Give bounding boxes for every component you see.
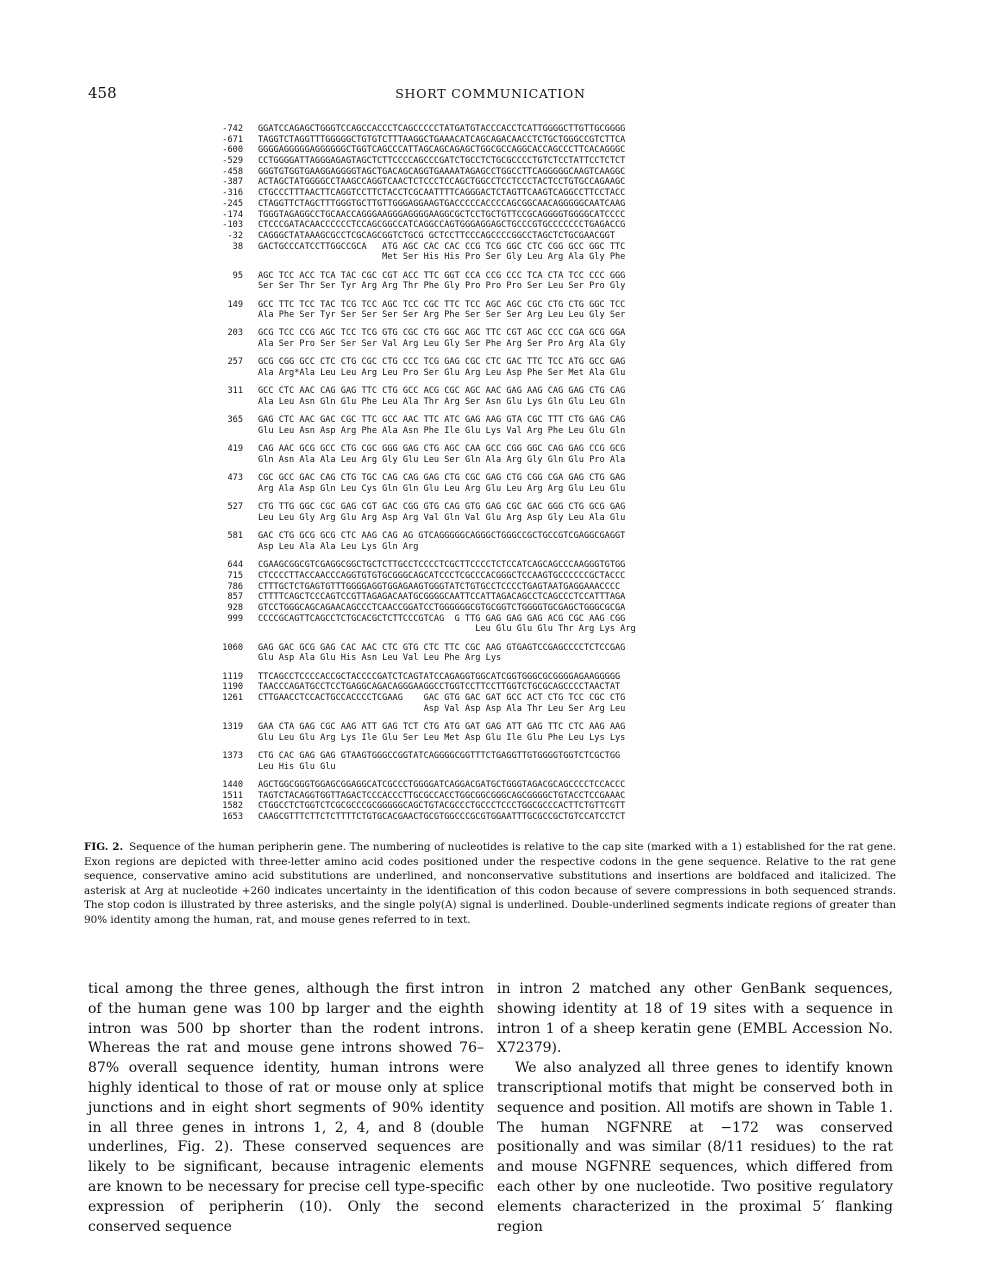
nucleotide-number: 1190 <box>222 682 243 693</box>
nucleotide-number: -32 <box>227 230 243 241</box>
page-number: 458 <box>88 84 117 102</box>
sequence-row <box>208 801 778 812</box>
nucleotide-sequence: GAC CTG GCG GCG CTC AAG CAG AG GTCAGGGGGCAGGGCTGGGCCGCTGCCGTCGAGGCGAGGT <box>258 531 626 542</box>
nucleotide-sequence: AGCTGGCGGGTGGAGCGGAGGCATCGCCCTGGGGATCAGGACGATGCTGGGTAGACGCAGCCCCTCCACCC <box>258 779 626 790</box>
nucleotide-number: 644 <box>227 560 243 571</box>
nucleotide-number: -600 <box>222 145 243 156</box>
sequence-row <box>208 199 778 210</box>
amino-acid-row <box>208 426 778 437</box>
nucleotide-number: 203 <box>227 328 243 339</box>
nucleotide-number: 1511 <box>222 790 243 801</box>
nucleotide-sequence: CTGGCCTCTGGTCTCGCGCCCGCGGGGGCAGCTGTACGCCCTGCCCTCCCTGGCGCCCACTTCTGTTCGTT <box>258 801 626 812</box>
sequence-figure <box>208 124 778 823</box>
nucleotide-sequence: CTCCCCTTACCAACCCAGGTGTGTGCGGGCAGCATCCCTCGCCCACGGGCTCCAAGTGCCCCCCGCTACCC <box>258 570 626 581</box>
nucleotide-sequence: GCC TTC TCC TAC TCG TCC AGC TCC CGC TTC TCC AGC AGC CGC CTG CTG GGC TCC <box>258 299 626 310</box>
amino-acid-row <box>208 762 778 773</box>
amino-acid-codes: Ala Leu Asn Gln Glu Phe Leu Ala Thr Arg Ser Asn Glu Lys Gln Glu Leu Gln <box>258 397 626 408</box>
amino-acid-row <box>208 310 778 321</box>
nucleotide-sequence: GCC CTC AAC CAG GAG TTC CTG GCC ACG CGC AGC AAC GAG AAG CAG GAG CTG CAG <box>258 386 626 397</box>
sequence-row <box>208 682 778 693</box>
nucleotide-number: 419 <box>227 444 243 455</box>
nucleotide-number: 527 <box>227 502 243 513</box>
amino-acid-codes: Glu Leu Glu Arg Lys Ile Glu Ser Leu Met Asp Glu Ile Glu Phe Leu Lys Lys <box>258 732 626 743</box>
amino-acid-codes: Arg Ala Asp Gln Leu Cys Gln Gln Glu Leu Arg Glu Leu Arg Arg Glu Leu Glu <box>258 484 626 494</box>
sequence-row <box>208 156 778 167</box>
sequence-row <box>208 722 778 733</box>
sequence-row <box>208 751 778 762</box>
amino-acid-codes: Leu Leu Gly Arg Glu Arg Asp Arg Val Gln Val Glu Arg Asp Gly Leu Ala Glu <box>258 512 626 523</box>
nucleotide-number: 999 <box>227 613 243 624</box>
nucleotide-number: 311 <box>227 386 243 397</box>
nucleotide-number: 365 <box>227 415 243 426</box>
amino-acid-codes: Ala Arg*Ala Leu Leu Arg Leu Pro Ser Glu Arg Leu Asp Phe Ser Met Ala Glu <box>258 368 626 379</box>
nucleotide-sequence: CCTGGGGATTAGGGAGAGTAGCTCTTCCCCAGCCCGATCTGCCTCTGCGCCCCTGTCTCCTATTCCTCTCT <box>258 156 626 167</box>
sequence-row <box>208 531 778 542</box>
sequence-row <box>208 328 778 339</box>
nucleotide-number: -742 <box>222 124 243 134</box>
sequence-row <box>208 812 778 823</box>
nucleotide-sequence: GAA CTA GAG CGC AAG ATT GAG TCT CTG ATG GAT GAG ATT GAG TTC CTC AAG AAG <box>258 721 626 732</box>
sequence-row <box>208 592 778 603</box>
nucleotide-sequence: TAGGTCTAGGTTTGGGGGCTGTGTCTTTAAGGCTGAAACATCAGCAGACAACCTCTGCTGGGCCGTCTTCA <box>258 134 626 145</box>
nucleotide-sequence: CCCCGCAGTTCAGCCTCTGCACGCTCTTCCCGTCAG G TTG GAG GAG GAG ACG CGC AAG CGG <box>258 613 626 624</box>
sequence-row <box>208 473 778 484</box>
sequence-row <box>208 145 778 156</box>
amino-acid-row <box>208 484 778 495</box>
sequence-row <box>208 502 778 513</box>
nucleotide-number: 786 <box>227 581 243 592</box>
nucleotide-number: 1440 <box>222 779 243 790</box>
nucleotide-number: 928 <box>227 602 243 613</box>
amino-acid-row <box>208 513 778 524</box>
sequence-row <box>208 357 778 368</box>
amino-acid-row <box>208 397 778 408</box>
amino-acid-row <box>208 733 778 744</box>
nucleotide-sequence: CTGCCCTTTAACTTCAGGTCCTTCTACCTCGCAATTTTCAGGGACTCTAGTTCAAGTCAGGCCTTCCTACC <box>258 188 626 199</box>
nucleotide-sequence: CTTGAACCTCCACTGCCACCCCTCGAAG GAC GTG GAC GAT GCC ACT CTG TCC CGC CTG <box>258 692 626 703</box>
nucleotide-sequence: ACTAGCTATGGGGCCTAAGCCAGGTCAACTCTCCCTCCAGCTGGCCTCCTCCCTACTCCTGTGCCAGAAGC <box>258 177 626 188</box>
nucleotide-sequence: TTCAGCCTCCCCACCGCTACCCCGATCTCAGTATCCAGAGGTGGCATCGGTGGGCGCGGGGAGAAGGGGG <box>258 671 621 682</box>
amino-acid-row <box>208 368 778 379</box>
nucleotide-sequence: CTCCCGATACAACCCCCCTCCAGCGGCCATCAGGCCAGTGGGAGGAGCTGCCCGTGCCCCCCCTGAGACCG <box>258 220 626 231</box>
sequence-row <box>208 300 778 311</box>
nucleotide-number: -458 <box>222 166 243 177</box>
nucleotide-number: 473 <box>227 473 243 484</box>
nucleotide-number: 1373 <box>222 750 243 761</box>
sequence-row <box>208 124 778 135</box>
sequence-row <box>208 643 778 654</box>
sequence-row <box>208 271 778 282</box>
nucleotide-sequence: GGGGAGGGGGAGGGGGGCTGGTCAGCCCATTAGCAGCAGAGCTGGCGCCAGGCACCAGCCCTTCACAGGGC <box>258 145 626 156</box>
nucleotide-number: 1582 <box>222 801 243 812</box>
amino-acid-row <box>208 252 778 263</box>
nucleotide-number: 715 <box>227 570 243 581</box>
body-right-column <box>497 980 893 1237</box>
sequence-row <box>208 231 778 242</box>
nucleotide-number: -174 <box>222 209 243 220</box>
sequence-row <box>208 672 778 683</box>
nucleotide-number: -387 <box>222 177 243 188</box>
sequence-row <box>208 780 778 791</box>
nucleotide-sequence: GCG CGG GCC CTC CTG CGC CTG CCC TCG GAG CGC CTC GAC TTC TCC ATG GCC GAG <box>258 357 626 368</box>
nucleotide-sequence: GACTGCCCATCCTTGGCCGCA ATG AGC CAC CAC CCG TCG GGC CTC CGG GCC GGC TTC <box>258 241 626 252</box>
nucleotide-sequence: TAGTCTACAGGTGGTTAGACTCCCACCCTTGCGCCACCTGGCGGCGGGCAGCGGGGCTGTACCTCCGAAAC <box>258 790 626 801</box>
body-paragraph: We also analyzed all three genes to identify known transcriptional motifs that might be conserved both in sequence and position. All motifs are shown in Table 1. The human NGFNRE at −172 was conserved positionally and was similar (8/11 residues) to the rat and mouse NGFNRE sequences, which differed from each other by one nucleotide. Two positive regulatory elements characterized in the proximal 5′ flanking region <box>497 1060 893 1235</box>
amino-acid-row <box>208 704 778 715</box>
sequence-row <box>208 791 778 802</box>
amino-acid-codes: Leu Glu Glu Glu Thr Arg Lys Arg <box>258 624 636 635</box>
amino-acid-codes: Glu Leu Asn Asp Arg Phe Ala Asn Phe Ile Glu Lys Val Arg Phe Leu Glu Gln <box>258 426 626 437</box>
nucleotide-sequence: GGATCCAGAGCTGGGTCCAGCCACCCTCAGCCCCCTATGATGTACCCACCTCATTGGGGCTTGTTGCGGGG <box>258 124 626 134</box>
nucleotide-sequence: GGGTGTGGTGAAGGAGGGGTAGCTGACAGCAGGTGAAAATAGAGCCTGGCCTTCAGGGGGCAAGTCAAGGC <box>258 166 626 177</box>
amino-acid-row <box>208 542 778 553</box>
sequence-row <box>208 220 778 231</box>
sequence-row <box>208 210 778 221</box>
caption-text: Sequence of the human peripherin gene. The numbering of nucleotides is relative to the cap site (marked with a 1) established for the rat gene. Exon regions are depicted with three-letter amino acid codes positioned under the respective codons in the gene sequence. Relative to the rat gene sequence, conservative amino acid substitutions are underlined, and nonconservative substitutions and insertions are boldfaced and italicized. The asterisk at Arg at nucleotide +260 indicates uncertainty in the identification of this codon because of severe compressions in both sequenced strands. The stop codon is illustrated by three asterisks, and the single poly(A) signal is underlined. Double-underlined segments indicate regions of greater than 90% identity among the human, rat, and mouse genes referred to in text. <box>84 841 896 926</box>
sequence-row <box>208 242 778 253</box>
amino-acid-row <box>208 281 778 292</box>
amino-acid-row <box>208 624 778 635</box>
sequence-row <box>208 693 778 704</box>
nucleotide-sequence: CTTTGCTCTGAGTGTTTGGGGAGGTGGAGAAGTGGGTATCTGTGCCTCCCCTGAGTAATGAGGAAACCCC <box>258 581 621 592</box>
sequence-row <box>208 386 778 397</box>
amino-acid-codes: Gln Asn Ala Ala Leu Arg Gly Glu Leu Ser Gln Ala Arg Gly Gln Glu Pro Ala <box>258 455 626 466</box>
nucleotide-number: -103 <box>222 220 243 231</box>
body-paragraph: in intron 2 matched any other GenBank sequences, showing identity at 18 of 19 sites with a sequence in intron 1 of a sheep keratin gene (EMBL Accession No. X72379). <box>497 981 893 1057</box>
nucleotide-sequence: CGAAGCGGCGTCGAGGCGGCTGCTCTTGCCTCCCCTCGCTTCCCCTCTCCATCAGCAGCCCAAGGGTGTGG <box>258 560 626 571</box>
sequence-row <box>208 167 778 178</box>
nucleotide-number: -671 <box>222 134 243 145</box>
amino-acid-row <box>208 653 778 664</box>
nucleotide-sequence: CAGGGCTATAAAGCGCCTCGCAGCGGTCTGCG GCTCCTTCCCAGCCCCGGCCTAGCTCTGCGAACGGT <box>258 230 615 241</box>
sequence-row <box>208 571 778 582</box>
nucleotide-sequence: TAACCCAGATGCCTCCTGAGGCAGACAGGGAAGGCCTGGTCCTTCCTTGGTCTGCGCAGCCCCTAACTAT <box>258 682 621 693</box>
nucleotide-sequence: AGC TCC ACC TCA TAC CGC CGT ACC TTC GGT CCA CCG CCC TCA CTA TCC CCC GGG <box>258 270 626 281</box>
running-head: SHORT COMMUNICATION <box>395 86 586 101</box>
nucleotide-sequence: CTG TTG GGC CGC GAG CGT GAC CGG GTG CAG GTG GAG CGC GAC GGG CTG GCG GAG <box>258 502 626 513</box>
nucleotide-number: 38 <box>232 241 243 252</box>
nucleotide-sequence: TGGGTAGAGGCCTGCAACCAGGGAAGGGAGGGGAAGGCGCTCCTGCTGTTCCGCAGGGGTGGGGCATCCCC <box>258 209 626 220</box>
amino-acid-row <box>208 339 778 350</box>
sequence-row <box>208 582 778 593</box>
nucleotide-sequence: CAG AAC GCG GCC CTG CGC GGG GAG CTG AGC CAA GCC CGG GGC CAG GAG CCG GCG <box>258 444 626 455</box>
nucleotide-sequence: CTG CAC GAG GAG GTAAGTGGGCCGGTATCAGGGGCGGTTTCTGAGGTTGTGGGGTGGTCTCGCTGG <box>258 750 621 761</box>
nucleotide-sequence: GAG CTC AAC GAC CGC TTC GCC AAC TTC ATC GAG AAG GTA CGC TTT CTG GAG CAG <box>258 415 626 426</box>
amino-acid-codes: Met Ser His His Pro Ser Gly Leu Arg Ala Gly Phe <box>258 252 626 263</box>
nucleotide-sequence: CTAGGTTCTAGCTTTGGGTGCTTGTTGGGAGGAAGTGACCCCCACCCCAGCGGCAACAGGGGGCAATCAAG <box>258 198 626 209</box>
nucleotide-number: 149 <box>227 299 243 310</box>
nucleotide-sequence: GCG TCC CCG AGC TCC TCG GTG CGC CTG GGC AGC TTC CGT AGC CCC CGA GCG GGA <box>258 328 626 339</box>
nucleotide-sequence: CGC GCC GAC CAG CTG TGC CAG CAG GAG CTG CGC GAG CTG CGG CGA GAG CTG GAG <box>258 473 626 484</box>
amino-acid-codes: Asp Val Asp Asp Ala Thr Leu Ser Arg Leu <box>258 703 626 714</box>
nucleotide-number: 1119 <box>222 671 243 682</box>
amino-acid-codes: Ala Ser Pro Ser Ser Ser Val Arg Leu Gly Ser Phe Arg Ser Pro Arg Ala Gly <box>258 339 626 350</box>
sequence-row <box>208 603 778 614</box>
nucleotide-number: 581 <box>227 531 243 542</box>
amino-acid-codes: Ala Phe Ser Tyr Ser Ser Ser Ser Arg Phe Ser Ser Ser Arg Leu Leu Gly Ser <box>258 310 626 321</box>
sequence-row <box>208 135 778 146</box>
nucleotide-number: 1060 <box>222 642 243 653</box>
nucleotide-sequence: CTTTTCAGCTCCCAGTCCGTTAGAGACAATGCGGGGCAATTCCATTAGACAGCCTCAGCCCTCCATTTAGA <box>258 592 626 603</box>
nucleotide-number: 95 <box>232 270 243 281</box>
nucleotide-number: 1261 <box>222 692 243 703</box>
nucleotide-number: 1319 <box>222 721 243 732</box>
nucleotide-sequence: CAAGCGTTTCTTCTCTTTTCTGTGCACGAACTGCGTGGCCCGCGTGGAATTTGCGCCGCTGTCCATCCTCT <box>258 811 626 822</box>
nucleotide-number: 1653 <box>222 811 243 822</box>
sequence-row <box>208 560 778 571</box>
amino-acid-codes: Leu His Glu Glu <box>258 761 336 772</box>
nucleotide-sequence: GAG GAC GCG GAG CAC AAC CTC GTG CTC TTC CGC AAG GTGAGTCCGAGCCCCTCTCCGAG <box>258 642 626 653</box>
amino-acid-codes: Glu Asp Ala Glu His Asn Leu Val Leu Phe Arg Lys <box>258 653 502 664</box>
amino-acid-codes: Asp Leu Ala Ala Leu Lys Gln Arg <box>258 541 419 552</box>
body-paragraph: tical among the three genes, although the first intron of the human gene was 100 bp larger and the eighth intron was 500 bp shorter than the rodent introns. Whereas the rat and mouse gene introns showed 76–87% overall sequence identity, human introns were highly identical to those of rat or mouse only at splice junctions and in eight short segments of 90% identity in all three genes in introns 1, 2, 4, and 8 (double underlines, Fig. 2). These conserved sequences are likely to be significant, because intragenic elements are known to be necessary for precise cell type-specific expression of peripherin (10). Only the second conserved sequence <box>88 981 484 1235</box>
nucleotide-number: 857 <box>227 592 243 603</box>
nucleotide-number: -529 <box>222 156 243 167</box>
sequence-row <box>208 177 778 188</box>
sequence-row <box>208 188 778 199</box>
nucleotide-sequence: GTCCTGGGCAGCAGAACAGCCCTCAACCGGATCCTGGGGGGCGTGCGGTCTGGGGTGCGAGCTGGGCGCGA <box>258 602 626 613</box>
sequence-row <box>208 415 778 426</box>
nucleotide-number: 257 <box>227 357 243 368</box>
figure-caption <box>84 840 896 928</box>
nucleotide-number: -316 <box>222 188 243 199</box>
amino-acid-row <box>208 455 778 466</box>
body-left-column <box>88 980 484 1237</box>
caption-label: FIG. 2. <box>84 841 124 853</box>
amino-acid-codes: Ser Ser Thr Ser Tyr Arg Arg Thr Phe Gly Pro Pro Pro Ser Leu Ser Pro Gly <box>258 281 626 292</box>
sequence-row <box>208 444 778 455</box>
nucleotide-number: -245 <box>222 198 243 209</box>
sequence-row <box>208 614 778 625</box>
